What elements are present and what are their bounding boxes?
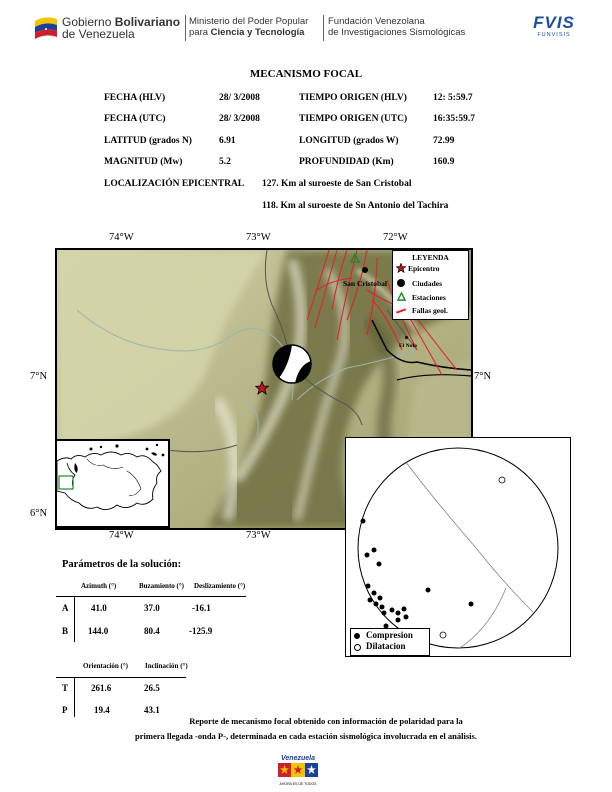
focal-beachball-icon	[271, 343, 313, 385]
funvisis-logo: FVIS FUNVISIS	[533, 13, 575, 38]
lat-label-6n-left: 6°N	[30, 508, 48, 519]
legend-fault-line-icon	[396, 308, 406, 313]
plane-b-azimuth: 144.0	[88, 626, 109, 636]
venezuela-stars-icon	[278, 763, 318, 777]
tiempo-utc-label: TIEMPO ORIGEN (UTC)	[299, 114, 408, 124]
legend-ciudades: Ciudades	[412, 279, 443, 288]
lat-label-7n-right: 7°N	[474, 371, 492, 382]
params-table-hline	[56, 596, 246, 597]
col-deslizamiento: Deslizamiento (°)	[194, 582, 246, 590]
axis-t-orientacion: 261.6	[91, 683, 112, 693]
plane-b-label: B	[62, 626, 69, 636]
legend-epicentro: Epicentro	[408, 264, 440, 273]
header-divider	[323, 15, 324, 41]
col-inclinacion: Inclinación (°)	[145, 662, 188, 670]
tiempo-utc-value: 16:35:59.7	[433, 114, 475, 124]
venezuela-flag-logo	[33, 13, 59, 39]
legend-estaciones: Estaciones	[412, 293, 446, 302]
longitud-label: LONGITUD (grados W)	[299, 136, 399, 146]
ministry-name: Ministerio del Poder Popular para Ciencia y Tecnología	[189, 16, 309, 38]
lat-label-7n-left: 7°N	[30, 371, 48, 382]
venezuela-footer-logo: Venezuela AHORA ES DE TODOS	[279, 755, 317, 786]
header	[0, 0, 612, 50]
legend-compresion: Compresion	[366, 630, 413, 640]
magnitud-label: MAGNITUD (Mw)	[104, 157, 183, 167]
fecha-utc-value: 28/ 3/2008	[219, 114, 260, 124]
stereonet-plot	[346, 438, 570, 656]
inset-venezuela-outline	[57, 441, 168, 526]
legend-star-icon	[396, 263, 406, 273]
longitud-value: 72.99	[433, 136, 455, 146]
city-label-san-cristobal: San Cristobal	[343, 279, 387, 288]
profundidad-label: PROFUNDIDAD (Km)	[299, 157, 394, 167]
axis-t-label: T	[62, 683, 69, 693]
plane-a-deslizamiento: -16.1	[192, 603, 211, 613]
epicenter-star-icon	[255, 381, 269, 395]
foundation-name: Fundación Venezolana de Investigaciones Sismológicas	[328, 16, 466, 38]
header-divider	[185, 15, 186, 41]
plane-a-buzamiento: 37.0	[144, 603, 160, 613]
lon-label-74w-bottom: 74°W	[109, 530, 134, 541]
lon-label-73w-top: 73°W	[246, 232, 271, 243]
params-title: Parámetros de la solución:	[62, 559, 182, 570]
map-legend	[392, 250, 469, 320]
stereonet-legend	[350, 628, 430, 656]
fecha-hlv-label: FECHA (HLV)	[104, 93, 166, 103]
compression-dot-icon	[354, 633, 360, 639]
dilatation-circle-icon	[354, 644, 361, 651]
tiempo-hlv-value: 12: 5:59.7	[433, 93, 473, 103]
lon-label-72w-top: 72°W	[383, 232, 408, 243]
axes-table-hline	[56, 677, 186, 678]
footer-note-line-2: primera llegada -onda P-, determinada en cada estación sismológica involucrada en el análisis.	[135, 731, 477, 741]
inset-map	[55, 439, 170, 528]
latitud-label: LATITUD (grados N)	[104, 136, 192, 146]
focal-mechanism-stereonet	[345, 437, 571, 657]
col-buzamiento: Buzamiento (°)	[139, 582, 184, 590]
localizacion-line-2: 118. Km al suroeste de Sn Antonio del Tachira	[262, 201, 449, 211]
lon-label-74w-top: 74°W	[109, 232, 134, 243]
axis-p-orientacion: 19.4	[94, 705, 110, 715]
axis-t-inclinacion: 26.5	[144, 683, 160, 693]
plane-b-deslizamiento: -125.9	[189, 626, 213, 636]
city-dot-san-cristobal	[362, 267, 368, 273]
report-title: MECANISMO FOCAL	[249, 68, 363, 80]
plane-b-buzamiento: 80.4	[144, 626, 160, 636]
fecha-utc-label: FECHA (UTC)	[104, 114, 166, 124]
params-table-divider	[74, 596, 75, 642]
col-azimuth: Azimuth (°)	[81, 582, 117, 590]
city-dot-el-nula	[405, 336, 408, 339]
legend-title: LEYENDA	[412, 253, 449, 262]
plane-a-label: A	[62, 603, 69, 613]
axis-p-label: P	[62, 705, 68, 715]
magnitud-value: 5.2	[219, 157, 231, 167]
latitud-value: 6.91	[219, 136, 236, 146]
axis-p-inclinacion: 43.1	[144, 705, 160, 715]
localizacion-label: LOCALIZACIÓN EPICENTRAL	[104, 179, 245, 189]
tiempo-hlv-label: TIEMPO ORIGEN (HLV)	[299, 93, 407, 103]
legend-triangle-icon	[397, 292, 406, 301]
lon-label-73w-bottom: 73°W	[246, 530, 271, 541]
plane-a-azimuth: 41.0	[91, 603, 107, 613]
col-orientacion: Orientación (°)	[83, 662, 128, 670]
axes-table-divider	[74, 677, 75, 717]
localizacion-line-1: 127. Km al suroeste de San Cristobal	[262, 179, 412, 189]
footer-note-line-1: Reporte de mecanismo focal obtenido con información de polaridad para la	[189, 716, 463, 726]
gov-name: Gobierno Bolivariano de Venezuela	[62, 15, 181, 41]
fecha-hlv-value: 28/ 3/2008	[219, 93, 260, 103]
profundidad-value: 160.9	[433, 157, 455, 167]
city-label-el-nula: El Nula	[399, 343, 417, 349]
legend-fallas: Fallas geol.	[412, 306, 448, 315]
station-triangle-icon	[350, 253, 360, 263]
legend-city-dot-icon	[397, 279, 405, 287]
legend-dilatacion: Dilatacion	[366, 641, 406, 651]
